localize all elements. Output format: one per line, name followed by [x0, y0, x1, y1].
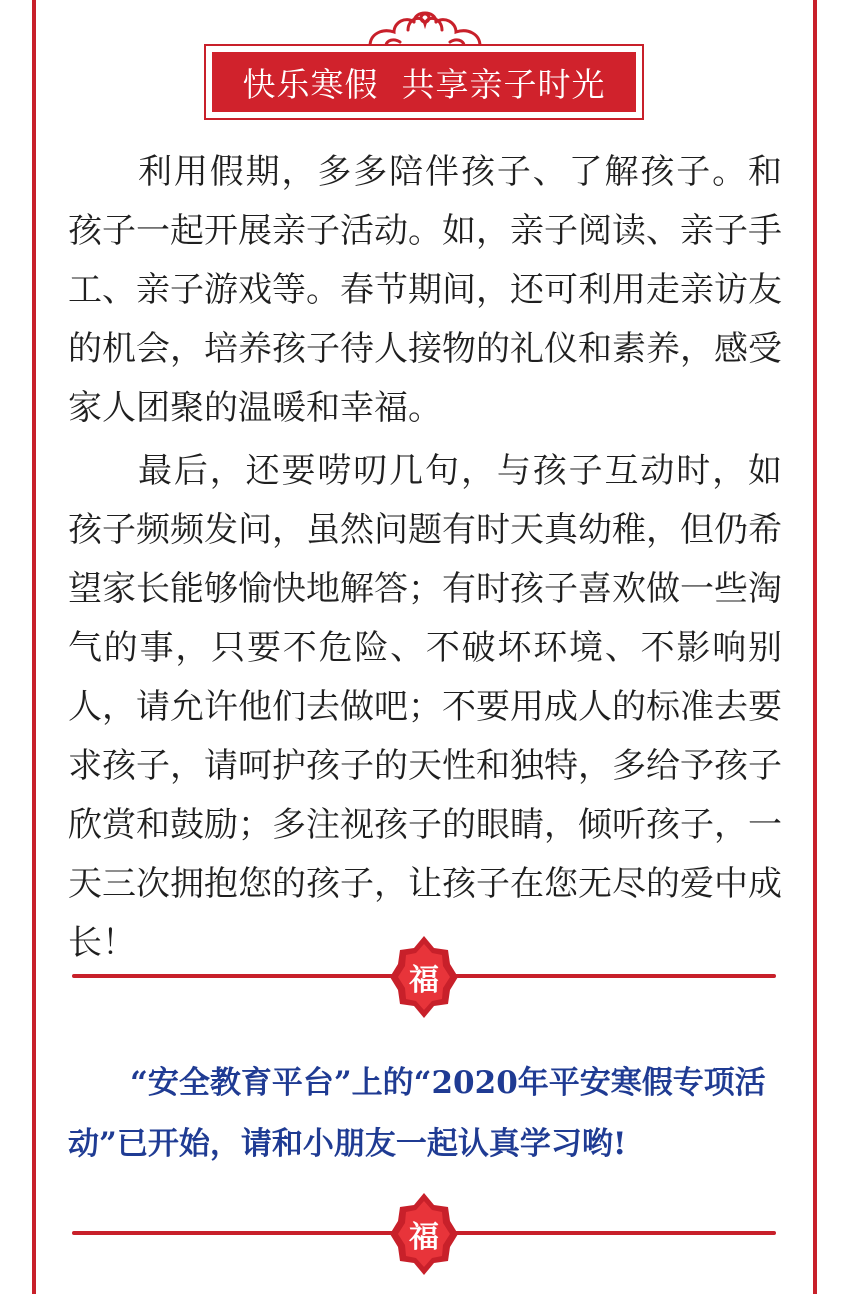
notice-text: “安全教育平台”上的“2020年平安寒假专项活动”已开始，请和小朋友一起认真学习哟!	[68, 1065, 766, 1162]
right-border-line	[813, 0, 817, 1294]
section-divider	[72, 936, 776, 1018]
body-paragraph-1: 利用假期，多多陪伴孩子、了解孩子。和孩子一起开展亲子活动。如，亲子阅读、亲子手工、亲子游戏等。春节期间，还可利用走亲访友的机会，培养孩子待人接物的礼仪和素养，感受家人团聚的温暖和幸福。	[68, 152, 782, 428]
fu-badge-icon	[390, 936, 458, 1018]
cloud-ornament-icon	[364, 4, 486, 48]
fu-character: 福	[409, 963, 439, 998]
body-paragraph-2: 最后，还要唠叨几句，与孩子互动时，如孩子频频发问，虽然问题有时天真幼稚，但仍希望家长能够愉快地解答；有时孩子喜欢做一些淘气的事，只要不危险、不破坏环境、不影响别人，请允许他们去做吧；不要用成人的标准去要求孩子，请呵护孩子的天性和独特，多给予孩子欣赏和鼓励；多注视孩子的眼睛，倾听孩子，一天三次拥抱您的孩子，让孩子在您无尽的爱中成长！	[68, 451, 782, 963]
title-banner-fill	[212, 52, 636, 112]
fu-badge-icon	[390, 1193, 458, 1275]
fu-character: 福	[409, 1220, 439, 1255]
section-divider	[72, 1193, 776, 1275]
page-title: 快乐寒假 共享亲子时光	[242, 64, 606, 104]
title-banner	[204, 44, 644, 120]
left-border-line	[32, 0, 36, 1294]
